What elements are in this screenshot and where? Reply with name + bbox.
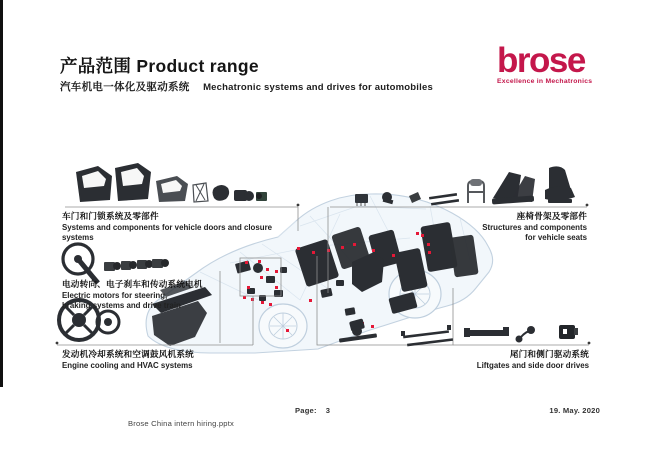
label-liftgates-zh: 尾门和侧门驱动系统 xyxy=(509,349,589,359)
page-subtitle-zh: 汽车机电一体化及驱动系统 xyxy=(60,81,190,93)
page-title-en: Product range xyxy=(136,56,259,76)
page-number xyxy=(295,406,330,415)
label-electric-motors-en2: braking systems and drive train xyxy=(62,301,181,311)
label-door-systems xyxy=(62,211,322,244)
label-door-systems-zh: 车门和门锁系统及零部件 xyxy=(62,211,159,221)
label-vehicle-seats-en1: Structures and components xyxy=(482,222,587,232)
brose-tagline: Excellence in Mechatronics xyxy=(497,78,593,86)
label-vehicle-seats-en2: for vehicle seats xyxy=(525,233,587,243)
page-subtitle-en: Mechatronic systems and drives for automobiles xyxy=(203,82,433,93)
seat-components-row xyxy=(355,166,575,206)
slide-date: 19. May. 2020 xyxy=(549,406,600,415)
brose-wordmark: brose xyxy=(497,41,585,80)
label-electric-motors-en1: Electric motors for steering, xyxy=(62,290,168,300)
label-engine-cooling-en1: Engine cooling and HVAC systems xyxy=(62,360,193,370)
door-components-row xyxy=(76,163,267,202)
label-electric-motors xyxy=(62,279,282,312)
label-electric-motors-zh: 电动转向、电子刹车和传动系统电机 xyxy=(62,279,203,289)
label-vehicle-seats-zh: 座椅骨架及零部件 xyxy=(516,211,587,221)
label-engine-cooling xyxy=(62,349,292,371)
file-name: Brose China intern hiring.pptx xyxy=(128,419,235,428)
page-number-label: Page: xyxy=(295,406,317,415)
motor-components-row xyxy=(63,244,169,283)
label-engine-cooling-zh: 发动机冷却系统和空调鼓风机系统 xyxy=(62,349,194,359)
label-liftgates xyxy=(369,349,589,371)
label-liftgates-en1: Liftgates and side door drives xyxy=(476,360,589,370)
page-number-value: 3 xyxy=(325,406,331,415)
label-door-systems-en1: Systems and components for vehicle doors and closure xyxy=(62,222,273,232)
label-vehicle-seats xyxy=(367,211,587,244)
label-door-systems-en2: systems xyxy=(62,233,94,243)
page-title-zh: 产品范围 xyxy=(60,56,132,76)
